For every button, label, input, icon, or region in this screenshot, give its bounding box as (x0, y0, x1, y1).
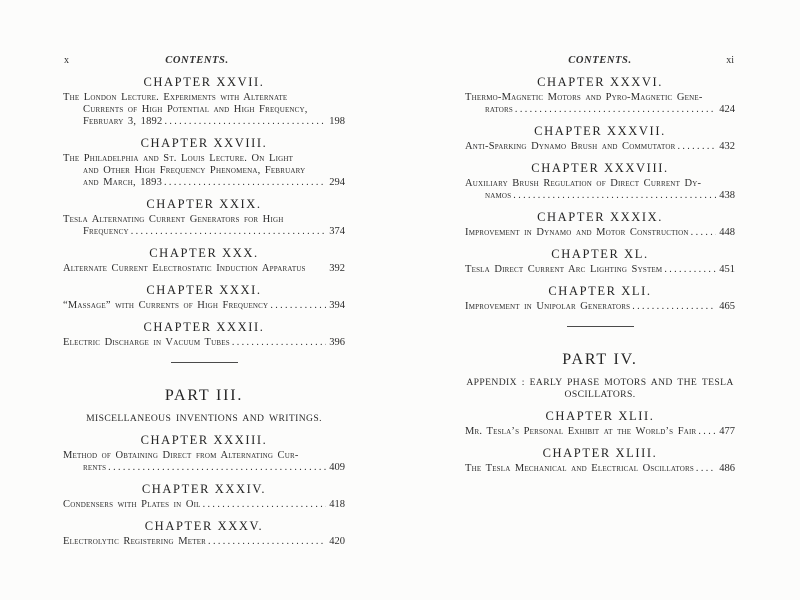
running-head-right (465, 55, 735, 67)
part-subtitle-line: MISCELLANEOUS INVENTIONS AND WRITINGS. (86, 413, 322, 424)
running-head-left (63, 55, 345, 67)
section-divider (567, 326, 634, 327)
toc-entry (465, 463, 735, 475)
chapter-heading: CHAPTER XXX. (149, 246, 259, 260)
chapter-heading: CHAPTER XXXIII. (140, 433, 268, 447)
dot-leader (203, 499, 327, 511)
toc-entry-line (63, 177, 345, 189)
toc-entry (465, 301, 735, 313)
page-ref: 448 (719, 227, 735, 238)
page-ref: 477 (719, 426, 735, 437)
dot-leader (632, 301, 716, 313)
entry-text: Electrolytic Registering Meter (63, 536, 207, 547)
toc-entry-line (63, 536, 345, 548)
entry-text: Tesla Alternating Current Generators for High (63, 214, 284, 225)
page-ref: 409 (329, 462, 345, 473)
page-ref: 432 (719, 141, 735, 152)
toc-entry-line (63, 153, 345, 165)
dot-leader (677, 141, 716, 153)
toc-entry (63, 153, 345, 189)
toc-entry (465, 426, 735, 438)
toc-entry-line (465, 190, 735, 202)
toc-entry-line (63, 462, 345, 474)
toc-entry (465, 92, 735, 116)
entry-text: Alternate Current Electrostatic Induction Apparatus (63, 263, 306, 274)
entry-text: Electric Discharge in Vacuum Tubes (63, 337, 230, 348)
chapter-heading: CHAPTER XXXIV. (141, 482, 267, 496)
chapter-heading: CHAPTER XXXV. (144, 519, 264, 533)
toc-entry (63, 263, 345, 275)
chapter-heading: CHAPTER XLI. (548, 284, 652, 298)
entry-text: Anti-Sparking Dynamo Brush and Commutator (465, 141, 676, 152)
entry-text: The London Lecture. Experiments with Alternate (63, 92, 288, 103)
entry-text: rents (83, 462, 107, 473)
dot-leader (698, 426, 716, 438)
toc-entry-line (63, 499, 345, 511)
part-subtitle-line: APPENDIX : EARLY PHASE MOTORS AND THE TESLA (466, 377, 734, 388)
toc-blocks-right (465, 76, 735, 475)
toc-entry-line (465, 227, 735, 239)
page-ref: 294 (329, 177, 345, 188)
part-subtitle (63, 413, 345, 425)
page-number-left: x (64, 55, 69, 66)
dot-leader (208, 536, 326, 548)
chapter-heading: CHAPTER XXXIX. (537, 210, 663, 224)
page-ref: 374 (329, 226, 345, 237)
part-subtitle (465, 377, 735, 401)
page-ref: 420 (329, 536, 345, 547)
toc-entry (63, 92, 345, 128)
toc-entry-line (63, 104, 345, 116)
page-number-right: xi (726, 55, 734, 66)
dot-leader (664, 264, 716, 276)
chapter-heading: CHAPTER XLIII. (542, 446, 658, 460)
entry-text: Improvement in Dynamo and Motor Construction (465, 227, 689, 238)
page-ref: 392 (329, 263, 345, 274)
toc-blocks-left (63, 76, 345, 548)
chapter-heading: CHAPTER XL. (551, 247, 649, 261)
toc-entry (63, 499, 345, 511)
entry-text: and March, 1893 (83, 177, 163, 188)
page-ref: 451 (719, 264, 735, 275)
running-header-title-left: CONTENTS. (165, 55, 229, 66)
entry-text: Mr. Tesla’s Personal Exhibit at the World’s Fair (465, 426, 697, 437)
chapter-heading: CHAPTER XXXVI. (537, 75, 663, 89)
toc-entry-line (465, 463, 735, 475)
entry-text: Frequency (83, 226, 129, 237)
page-ref: 394 (329, 300, 345, 311)
toc-entry-line (63, 337, 345, 349)
dot-leader (270, 300, 326, 312)
toc-entry (465, 141, 735, 153)
chapter-heading: CHAPTER XXXVII. (534, 124, 666, 138)
entry-text: The Philadelphia and St. Louis Lecture. On Light (63, 153, 294, 164)
toc-entry-line (465, 92, 735, 104)
dot-leader (232, 337, 326, 349)
chapter-heading: CHAPTER XXXI. (146, 283, 262, 297)
page-ref: 418 (329, 499, 345, 510)
entry-text: February 3, 1892 (83, 116, 163, 127)
dot-leader (691, 227, 717, 239)
entry-text: Thermo-Magnetic Motors and Pyro-Magnetic Gene- (465, 92, 703, 103)
toc-entry (465, 227, 735, 239)
entry-text: Improvement in Unipolar Generators (465, 301, 631, 312)
dot-leader (164, 116, 326, 128)
dot-leader (164, 177, 326, 189)
part-heading: PART IV. (562, 351, 638, 368)
toc-entry (63, 300, 345, 312)
page-ref: 396 (329, 337, 345, 348)
page-ref: 465 (719, 301, 735, 312)
toc-entry (63, 214, 345, 238)
toc-entry-line (63, 116, 345, 128)
toc-entry-line (465, 264, 735, 276)
toc-entry-line (63, 300, 345, 312)
toc-entry-line (465, 104, 735, 116)
page-ref: 198 (329, 116, 345, 127)
entry-text: Method of Obtaining Direct from Alternating Cur- (63, 450, 299, 461)
part-subtitle-line: OSCILLATORS. (564, 389, 636, 400)
toc-entry (465, 178, 735, 202)
chapter-heading: CHAPTER XXIX. (146, 197, 262, 211)
dot-leader (696, 463, 716, 475)
entry-text: Auxiliary Brush Regulation of Direct Current Dy- (465, 178, 702, 189)
chapter-heading: CHAPTER XLII. (545, 409, 655, 423)
entry-text: rators (485, 104, 513, 115)
entry-text: Tesla Direct Current Arc Lighting System (465, 264, 663, 275)
dot-leader (108, 462, 326, 474)
entry-text: “Massage” with Currents of High Frequency (63, 300, 269, 311)
entry-text: Currents of High Potential and High Frequency, (83, 104, 308, 115)
toc-entry-line (63, 165, 345, 177)
dot-leader (515, 104, 716, 116)
toc-entry (465, 264, 735, 276)
toc-entry (63, 337, 345, 349)
dot-leader (513, 190, 716, 202)
contents-page-right (465, 50, 735, 475)
toc-entry (63, 536, 345, 548)
toc-entry-line (465, 426, 735, 438)
part-heading: PART III. (164, 387, 244, 404)
dot-leader (131, 226, 327, 238)
entry-text: The Tesla Mechanical and Electrical Oscillators (465, 463, 694, 474)
chapter-heading: CHAPTER XXVIII. (140, 136, 268, 150)
toc-entry-line (63, 450, 345, 462)
chapter-heading: CHAPTER XXXII. (143, 320, 265, 334)
entry-text: and Other High Frequency Phenomena, February (83, 165, 306, 176)
entry-text: Condensers with Plates in Oil (63, 499, 201, 510)
chapter-heading: CHAPTER XXVII. (143, 75, 265, 89)
entry-text: namos (485, 190, 512, 201)
toc-entry-line (63, 226, 345, 238)
section-divider (171, 362, 238, 363)
running-header-title-right: CONTENTS. (568, 55, 632, 66)
page-ref: 438 (719, 190, 735, 201)
page-ref: 424 (719, 104, 735, 115)
page-ref: 486 (719, 463, 735, 474)
toc-entry-line (63, 263, 345, 275)
chapter-heading: CHAPTER XXXVIII. (531, 161, 669, 175)
toc-entry-line (465, 301, 735, 313)
toc-entry (63, 450, 345, 474)
contents-page-left (63, 50, 345, 548)
toc-entry-line (465, 178, 735, 190)
toc-entry-line (63, 92, 345, 104)
toc-entry-line (465, 141, 735, 153)
toc-entry-line (63, 214, 345, 226)
